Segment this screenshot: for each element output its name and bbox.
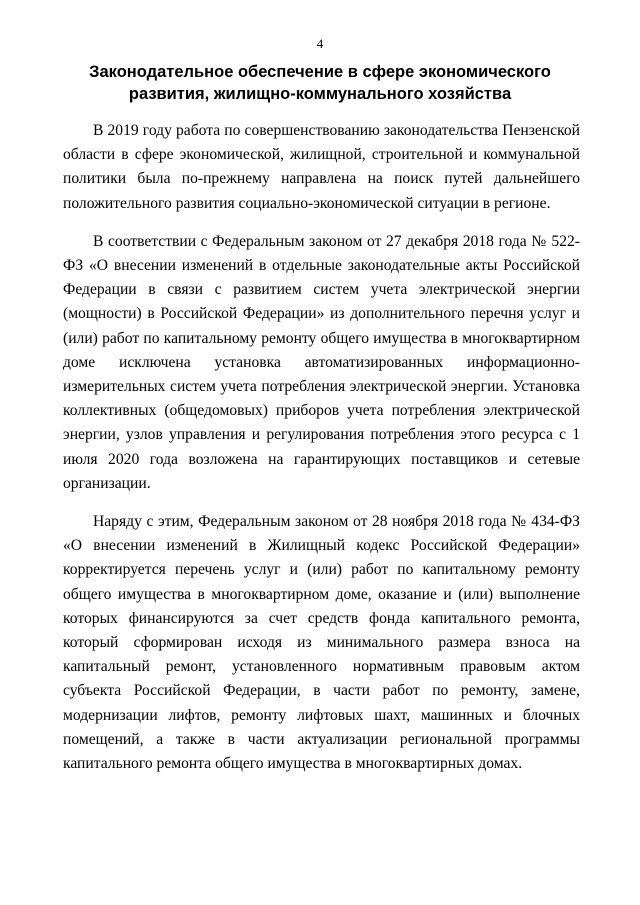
- paragraph-1: В 2019 году работа по совершенствованию законодательства Пензенской области в сфере экономической, жилищной, строительной и коммунальной политики была по-прежнему направлена на поиск путей дальнейшего положительного развития социально-экономической ситуации в регионе.: [63, 122, 580, 212]
- page-number: 4: [316, 36, 324, 51]
- section-title: Законодательное обеспечение в сфере экономического развития, жилищно-коммунального хозяйства: [89, 63, 551, 103]
- paragraph-2: В соответствии с Федеральным законом от 27 декабря 2018 года № 522-ФЗ «О внесении изменений в отдельные законодательные акты Российской Федерации в связи с развитием систем учета электрической энергии (мощности) в Российской Федерации» из дополнительного перечня услуг и (или) работ по капитальному ремонту общего имущества в многоквартирном доме исключена установка автоматизированных информационно-измерительных систем учета потребления электрической энергии. Установка коллективных (общедомовых) приборов учета потребления электрической энергии, узлов управления и регулирования потребления этого ресурса с 1 июля 2020 года возложена на гарантирующих поставщиков и сетевые организации.: [63, 232, 580, 492]
- paragraph-3: Наряду с этим, Федеральным законом от 28 ноября 2018 года № 434-ФЗ «О внесении изменений в Жилищный кодекс Российской Федерации» корректируется перечень услуг и (или) работ по капитальному ремонту общего имущества в многоквартирном доме, оказание и (или) выполнение которых финансируются за счет средств фонда капитального ремонта, который сформирован исходя из минимального размера взноса на капитальный ремонт, установленного нормативным правовым актом субъекта Российской Федерации, в части работ по ремонту, замене, модернизации лифтов, ремонту лифтовых шахт, машинных и блочных помещений, а также в части актуализации региональной программы капитального ремонта общего имущества в многоквартирных домах.: [63, 513, 580, 773]
- document-body: [63, 119, 580, 790]
